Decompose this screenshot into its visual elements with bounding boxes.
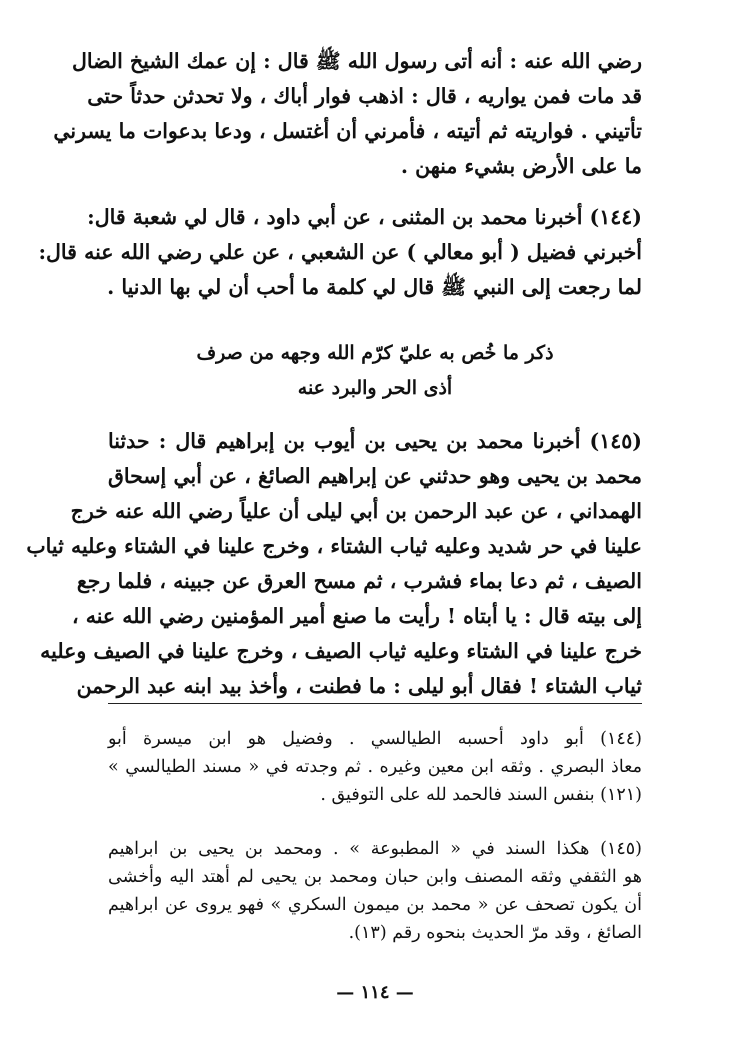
text-line: ثياب الشتاء ! فقال أبو ليلى : ما فطنت ، وأخذ بيد ابنه عبد الرحمن bbox=[76, 674, 642, 698]
footnote-divider bbox=[108, 703, 642, 704]
text-line: قد مات فمن يواريه ، قال : اذهب فوار أباك ، ولا تحدثن حدثاً حتى bbox=[87, 84, 642, 108]
text-line: الهمداني ، عن عبد الرحمن بن أبي ليلى أن علياً رضي الله عنه خرج bbox=[70, 499, 642, 523]
text-line: تأتيني . فواريته ثم أتيته ، فأمرني أن أغتسل ، ودعا بدعوات ما يسرني bbox=[53, 119, 642, 143]
text-line: (١٤٥) أخبرنا محمد بن يحيى بن أيوب بن إبراهيم قال : حدثنا bbox=[108, 429, 642, 453]
text-line: (١٤٤) أخبرنا محمد بن المثنى ، عن أبي داود ، قال لي شعبة قال: bbox=[87, 205, 642, 229]
text-line: خرج علينا في الشتاء وعليه ثياب الصيف ، وخرج علينا في الصيف وعليه bbox=[40, 639, 642, 663]
text-line: لما رجعت إلى النبي ﷺ قال لي كلمة ما أحب أن لي بها الدنيا . bbox=[107, 275, 642, 299]
footnote-line: هو الثقفي وثقه المصنف وابن حبان ومحمد بن يحيى لم أهتد اليه وأخشى bbox=[108, 867, 642, 887]
page-number: — ١١٤ — bbox=[336, 982, 414, 1003]
footnote-line: (١٢١) بنفس السند فالحمد لله على التوفيق . bbox=[320, 785, 642, 805]
heading-line: ذكر ما خُص به عليّ كرّم الله وجهه من صرف bbox=[196, 342, 554, 364]
footnote-145 bbox=[108, 835, 642, 947]
heading-line: أذى الحر والبرد عنه bbox=[297, 377, 453, 399]
text-line: محمد بن يحيى وهو حدثني عن إبراهيم الصائغ ، عن أبي إسحاق bbox=[108, 464, 642, 488]
footnote-144 bbox=[108, 725, 642, 809]
footnote-line: الصائغ ، وقد مرّ الحديث بنحوه رقم (١٣). bbox=[348, 923, 642, 943]
text-line: أخبرني فضيل ( أبو معالي ) عن الشعبي ، عن علي رضي الله عنه قال: bbox=[38, 240, 642, 264]
section-heading bbox=[108, 336, 642, 406]
footnote-line: أن يكون تصحف عن « محمد بن ميمون السكري » فهو يروى عن ابراهيم bbox=[108, 895, 642, 915]
footnote-line: (١٤٥) هكذا السند في « المطبوعة » . ومحمد بن يحيى بن ابراهيم bbox=[108, 839, 642, 859]
text-line: ما على الأرض بشيء منهن . bbox=[400, 154, 642, 178]
text-line: رضي الله عنه : أنه أتى رسول الله ﷺ قال : إن عمك الشيخ الضال bbox=[71, 49, 642, 73]
footnote-line: معاذ البصري . وثقه ابن معين وغيره . ثم وجدته في « مسند الطيالسي » bbox=[108, 757, 642, 777]
text-line: الصيف ، ثم دعا بماء فشرب ، ثم مسح العرق عن جبينه ، فلما رجع bbox=[76, 569, 642, 593]
footnote-line: (١٤٤) أبو داود أحسبه الطيالسي . وفضيل هو ابن ميسرة أبو bbox=[108, 729, 642, 749]
hadith-144 bbox=[38, 200, 642, 305]
text-line: إلى بيته قال : يا أبتاه ! رأيت ما صنع أمير المؤمنين رضي الله عنه ، bbox=[72, 604, 642, 628]
paragraph-continuation bbox=[53, 44, 642, 184]
text-line: علينا في حر شديد وعليه ثياب الشتاء ، وخرج علينا في الشتاء وعليه ثياب bbox=[26, 534, 642, 558]
hadith-145 bbox=[26, 424, 642, 704]
